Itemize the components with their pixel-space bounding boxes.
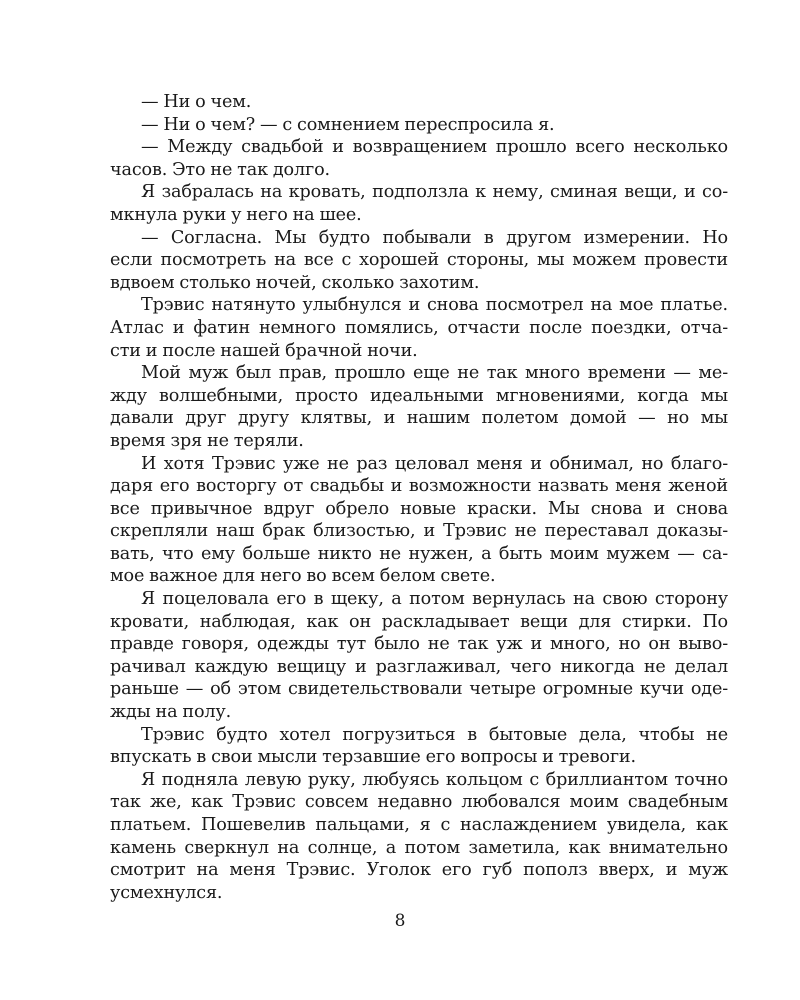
text-line: Трэвис будто хотел погрузиться в бытовые дела, чтобы не bbox=[141, 724, 728, 745]
text-line: раньше — об этом свидетельствовали четыре огромные кучи оде- bbox=[110, 679, 728, 700]
text-line: даря его восторгу от свадьбы и возможности назвать меня женой bbox=[110, 476, 728, 497]
text-line: мкнула руки у него на шее. bbox=[110, 204, 362, 225]
text-line: смотрит на меня Трэвис. Уголок его губ пополз вверх, и муж bbox=[110, 860, 728, 881]
text-line: Атлас и фатин немного помялись, отчасти после поездки, отча- bbox=[110, 317, 728, 338]
text-line: все привычное вдруг обрело новые краски. Мы снова и снова bbox=[110, 498, 728, 519]
text-line: время зря не теряли. bbox=[110, 430, 304, 451]
body-text bbox=[110, 91, 728, 904]
text-line: Я подняла левую руку, любуясь кольцом с бриллиантом точно bbox=[141, 769, 728, 790]
text-line: жду волшебными, просто идеальными мгновениями, когда мы bbox=[110, 385, 728, 406]
text-line: платьем. Пошевелив пальцами, я с наслаждением увидела, как bbox=[110, 815, 728, 835]
text-line: кровати, наблюдая, как он раскладывает вещи для стирки. По bbox=[110, 611, 728, 632]
text-line: камень сверкнул на солнце, а потом заметила, как внимательно bbox=[110, 837, 728, 858]
text-line: мое важное для него во всем белом свете. bbox=[110, 566, 496, 587]
text-line: жды на полу. bbox=[110, 702, 232, 723]
text-line: — Ни о чем? — с сомнением переспросила я. bbox=[141, 114, 555, 135]
text-line: часов. Это не так долго. bbox=[110, 159, 330, 180]
text-line: если посмотреть на все с хорошей стороны, мы можем провести bbox=[110, 250, 728, 271]
text-line: скрепляли наш брак близостью, и Трэвис не переставал доказы- bbox=[110, 521, 728, 542]
text-line: впускать в свои мысли терзавшие его вопросы и тревоги. bbox=[110, 747, 636, 768]
text-line: Я забралась на кровать, подползла к нему, сминая вещи, и со- bbox=[141, 182, 728, 203]
text-line: рачивал каждую вещицу и разглаживал, чего никогда не делал bbox=[110, 656, 728, 677]
text-line: сти и после нашей брачной ночи. bbox=[110, 340, 418, 361]
text-line: давали друг другу клятвы, и нашим полетом домой — но мы bbox=[110, 408, 728, 429]
text-line: И хотя Трэвис уже не раз целовал меня и обнимал, но благо- bbox=[141, 453, 728, 474]
text-line: Трэвис натянуто улыбнулся и снова посмотрел на мое платье. bbox=[141, 295, 728, 316]
text-line: вдвоем столько ночей, сколько захотим. bbox=[110, 272, 480, 293]
text-line: усмехнулся. bbox=[110, 882, 223, 903]
text-line: вать, что ему больше никто не нужен, а быть моим мужем — са- bbox=[110, 543, 728, 564]
text-line: — Ни о чем. bbox=[141, 92, 252, 112]
text-line: правде говоря, одежды тут было не так уж и много, но он выво- bbox=[110, 634, 728, 655]
text-line: так же, как Трэвис совсем недавно любовался моим свадебным bbox=[110, 792, 728, 813]
text-line: — Между свадьбой и возвращением прошло всего несколько bbox=[141, 137, 728, 158]
page-number: 8 bbox=[394, 911, 406, 931]
text-line: — Согласна. Мы будто побывали в другом измерении. Но bbox=[141, 227, 728, 248]
text-line: Я поцеловала его в щеку, а потом вернулась на свою сторону bbox=[141, 589, 728, 610]
text-line: Мой муж был прав, прошло еще не так много времени — ме- bbox=[141, 363, 728, 384]
